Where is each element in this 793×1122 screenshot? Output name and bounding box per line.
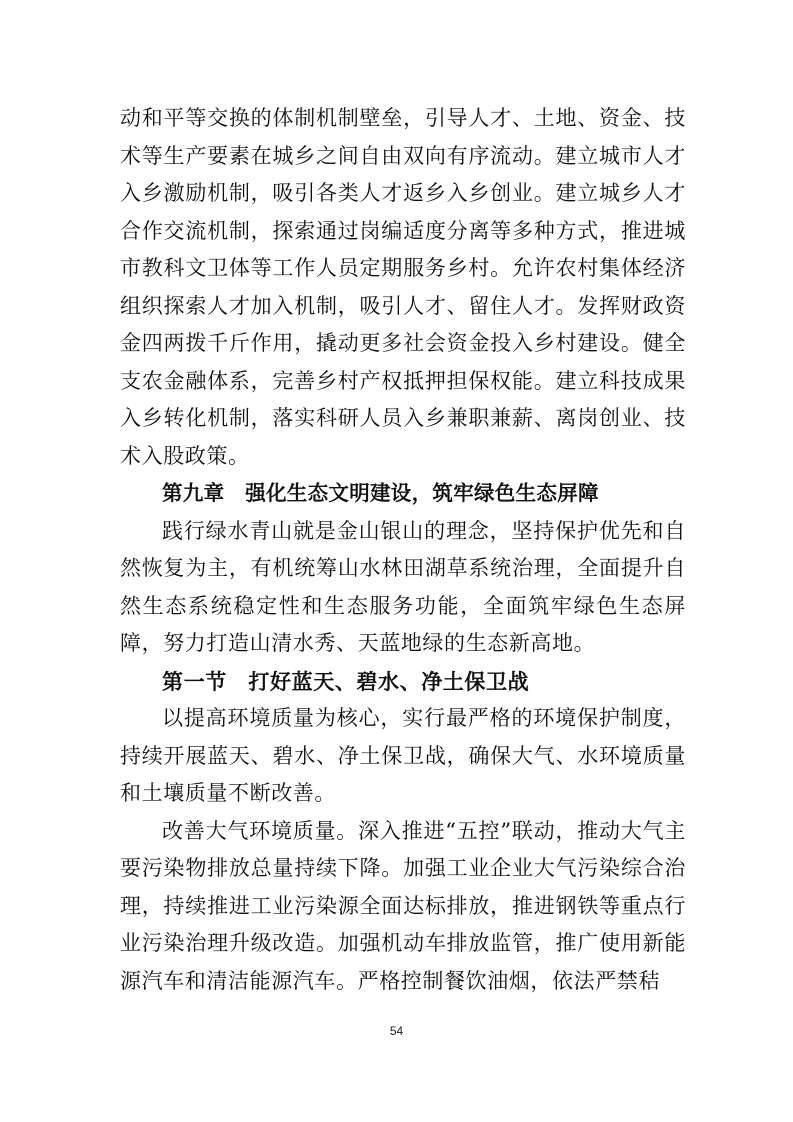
section-intro-paragraph: 以提高环境质量为核心，实行最严格的环境保护制度，持续开展蓝天、碧水、净土保卫战，确保大气、水环境质量和土壤质量不断改善。 <box>120 706 686 805</box>
air-quality-paragraph: 改善大气环境质量。深入推进“五控”联动，推动大气主要污染物排放总量持续下降。加强工业企业大气污染综合治理，持续推进工业污染源全面达标排放，推进钢铁等重点行业污染治理升级改造。加强机动车排放监管，推广使用新能源汽车和清洁能源汽车。严格控制餐饮油烟，依法严禁秸 <box>120 818 686 993</box>
section-heading: 第一节 打好蓝天、碧水、净土保卫战 <box>162 668 530 694</box>
page-number: 54 <box>389 1024 404 1038</box>
paragraph-continuation: 动和平等交换的体制机制壁垒，引导人才、土地、资金、技术等生产要素在城乡之间自由双向有序流动。建立城市人才入乡激励机制，吸引各类人才返乡入乡创业。建立城乡人才合作交流机制，探索通过岗编适度分离等多种方式，推进城市教科文卫体等工作人员定期服务乡村。允许农村集体经济组织探索人才加入机制，吸引人才、留住人才。发挥财政资金四两拨千斤作用，撬动更多社会资金投入乡村建设。健全支农金融体系，完善乡村产权抵押担保权能。建立科技成果入乡转化机制，落实科研人员入乡兼职兼薪、离岗创业、技术入股政策。 <box>120 106 686 468</box>
body-text <box>120 100 686 1000</box>
chapter-intro-paragraph: 践行绿水青山就是金山银山的理念，坚持保护优先和自然恢复为主，有机统筹山水林田湖草系统治理，全面提升自然生态系统稳定性和生态服务功能，全面筑牢绿色生态屏障，努力打造山清水秀、天蓝地绿的生态新高地。 <box>120 518 686 655</box>
chapter-heading: 第九章 强化生态文明建设，筑牢绿色生态屏障 <box>162 481 599 505</box>
